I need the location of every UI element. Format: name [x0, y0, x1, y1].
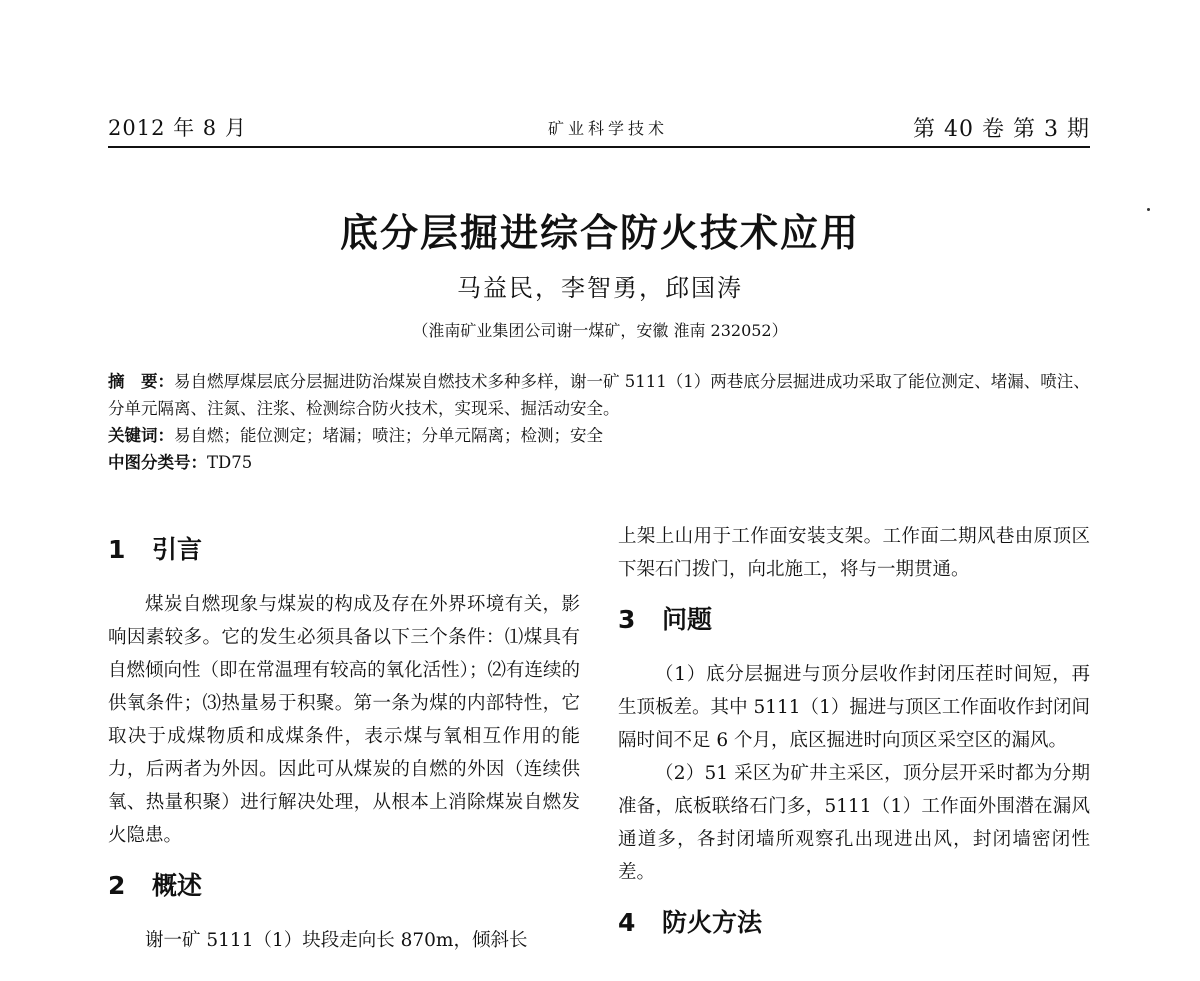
section-3-heading — [618, 600, 1090, 650]
left-column — [108, 530, 580, 957]
abstract-block — [108, 368, 1093, 476]
section-4-heading — [618, 903, 1090, 953]
section-1-number: 1 — [108, 535, 126, 564]
header-journal-name: 矿业科学技术 — [547, 119, 668, 138]
section-2-heading — [108, 866, 580, 916]
header-date: 2012 年 8 月 — [108, 116, 247, 140]
section-1-paragraph: 煤炭自燃现象与煤炭的构成及存在外界环境有关，影响因素较多。它的发生必须具备以下三个条件：⑴煤具有自燃倾向性（即在常温理有较高的氧化活性）；⑵有连续的供氧条件；⑶热量易于积聚。第一条为煤的内部特性，它取决于成煤物质和成煤条件，表示煤与氧相互作用的能力，后两者为外因。因此可从煤炭的自燃的外因（连续供氧、热量积聚）进行解决处理，从根本上消除煤炭自燃发火隐患。 — [108, 594, 580, 846]
section-3-paragraph-1: （1）底分层掘进与顶分层收作封闭压茬时间短，再生顶板差。其中 5111（1）掘进与顶区工作面收作封闭间隔时间不足 6 个月，底区掘进时向顶区采空区的漏风。 — [618, 664, 1090, 751]
section-3-number: 3 — [618, 605, 636, 634]
section-4-title: 防火方法 — [662, 908, 763, 937]
section-3-title: 问题 — [662, 605, 713, 634]
header-issue: 第 40 卷 第 3 期 — [913, 117, 1090, 142]
section-2-paragraph: 谢一矿 5111（1）块段走向长 870m，倾斜长 — [145, 930, 528, 951]
keywords-label: 关键词： — [108, 426, 174, 445]
article-authors: 马益民，李智勇，邱国涛 — [457, 274, 743, 302]
article-affiliation: （淮南矿业集团公司谢一煤矿，安徽 淮南 232052） — [412, 321, 788, 340]
section-3-paragraph-2: （2）51 采区为矿井主采区，顶分层开采时都为分期准备，底板联络石门多，5111（1）工作面外围潜在漏风通道多，各封闭墙所观察孔出现进出风，封闭墙密闭性差。 — [618, 763, 1090, 883]
right-column — [618, 520, 1090, 953]
classification — [108, 449, 1093, 476]
header-rule — [108, 146, 1090, 148]
abstract — [108, 368, 1093, 422]
keywords — [108, 422, 1093, 449]
section-2-paragraph-continued: 上架上山用于工作面安装支架。工作面二期风巷由原顶区下架石门拨门，向北施工，将与一期贯通。 — [618, 526, 1090, 580]
section-4-number: 4 — [618, 908, 636, 937]
section-2-number: 2 — [108, 871, 126, 900]
running-header — [108, 112, 1090, 146]
section-1-heading — [108, 530, 580, 580]
article-title: 底分层掘进综合防火技术应用 — [339, 211, 860, 255]
scan-speck — [1147, 208, 1150, 211]
keywords-text: 易自燃；能位测定；堵漏；喷注；分单元隔离；检测；安全 — [174, 426, 603, 445]
section-1-title: 引言 — [152, 535, 203, 564]
section-2-title: 概述 — [152, 871, 203, 900]
abstract-text: 易自燃厚煤层底分层掘进防治煤炭自燃技术多种多样，谢一矿 5111（1）两巷底分层掘进成功采取了能位测定、堵漏、喷注、分单元隔离、注氮、注浆、检测综合防火技术，实现采、掘活动安全。 — [108, 372, 1090, 418]
classification-label: 中图分类号： — [108, 453, 207, 472]
abstract-label: 摘 要： — [108, 372, 174, 391]
classification-text: TD75 — [207, 453, 253, 472]
